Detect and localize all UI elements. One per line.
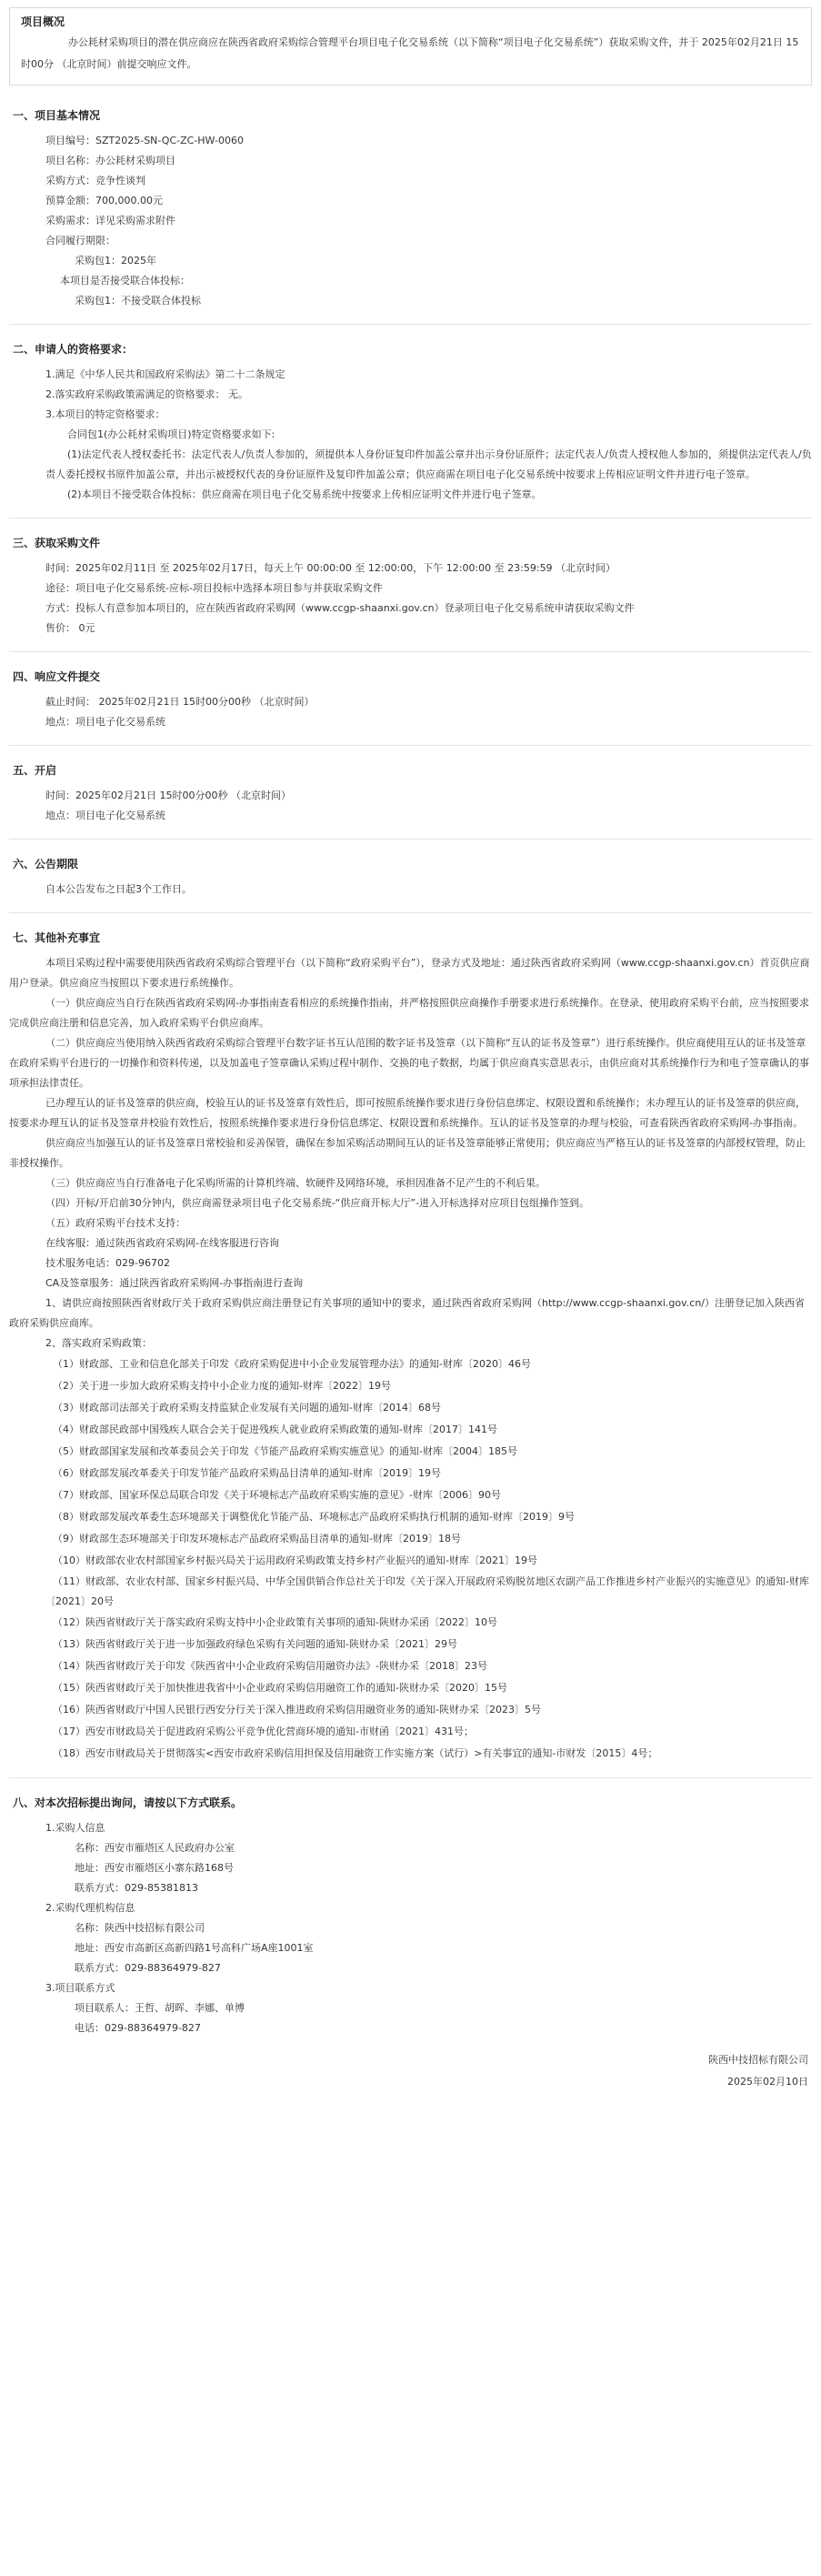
obtain-time: 时间：2025年02月11日 至 2025年02月17日，每天上午 00:00:00 至 12:00:00，下午 12:00:00 至 23:59:59 （北京时间） xyxy=(45,562,616,574)
submit-place: 地点：项目电子化交易系统 xyxy=(45,716,165,728)
signature-company: 陕西中技招标有限公司 xyxy=(708,2054,808,2066)
policy-reg: （2）关于进一步加大政府采购支持中小企业力度的通知-财库〔2022〕19号 xyxy=(53,1380,391,1392)
tech-service-tel: 技术服务电话：029-96702 xyxy=(45,1257,170,1269)
policy-reg: （4）财政部民政部中国残疾人联合会关于促进残疾人就业政府采购政策的通知-财库〔2017〕141号 xyxy=(53,1424,497,1435)
contact-tel: 电话：029-88364979-827 xyxy=(75,2022,201,2034)
platform-item-2-keep: 供应商应当加强互认的证书及签章日常校验和妥善保管，确保在参加采购活动期间互认的证书及签章能够正常使用；供应商应当严格互认的证书及签章的内部授权管理，防止非授权操作。 xyxy=(9,1137,806,1169)
section-period-title: 六、公告期限 xyxy=(13,858,79,870)
section-contact-title: 八、对本次招标提出询问，请按以下方式联系。 xyxy=(13,1796,243,1809)
policy-reg: （12）陕西省财政厅关于落实政府采购支持中小企业政策有关事项的通知-陕财办采函〔2022〕10号 xyxy=(53,1616,497,1628)
policy-reg: （14）陕西省财政厅关于印发《陕西省中小企业政府采购信用融资办法》-陕财办采〔2018〕23号 xyxy=(53,1660,487,1672)
purchaser-tel: 联系方式：029-85381813 xyxy=(75,1882,198,1894)
contract-period-pkg1: 采购包1：2025年 xyxy=(75,255,156,267)
submit-deadline: 截止时间： 2025年02月21日 15时00分00秒 （北京时间） xyxy=(45,696,315,708)
purchaser-name: 名称：西安市雁塔区人民政府办公室 xyxy=(75,1842,235,1854)
policy-reg: （16）陕西省财政厅中国人民银行西安分行关于深入推进政府采购信用融资业务的通知-陕财办采〔2023〕5号 xyxy=(53,1704,541,1716)
qualification-3: 3.本项目的特定资格要求： xyxy=(45,408,165,420)
overview-text: 办公耗材采购项目的潜在供应商应在陕西省政府采购综合管理平台项目电子化交易系统（以下简称“项目电子化交易系统”）获取采购文件，并于 2025年02月21日 15时00分 （北京时间）前提交响应文件。 xyxy=(21,36,799,70)
platform-item-1: （一）供应商应当自行在陕西省政府采购网-办事指南查看相应的系统操作指南，并严格按照供应商操作手册要求进行系统操作。在登录、使用政府采购平台前，应当按照要求完成供应商注册和信息完善，加入政府采购平台供应商库。 xyxy=(9,997,809,1029)
opening-place: 地点：项目电子化交易系统 xyxy=(45,810,165,821)
qualification-package: 合同包1(办公耗材采购项目)特定资格要求如下: xyxy=(67,428,275,440)
policy-reg: （9）财政部生态环境部关于印发环境标志产品政府采购品目清单的通知-财库〔2019〕18号 xyxy=(53,1533,461,1545)
budget-amount: 预算金额：700,000.00元 xyxy=(45,195,163,206)
policy-reg: （18）西安市财政局关于贯彻落实<西安市政府采购信用担保及信用融资工作实施方案（试行）>有关事宜的通知-市财发〔2015〕4号； xyxy=(53,1747,658,1759)
contact-heading: 3.项目联系方式 xyxy=(45,1982,115,1994)
obtain-method: 方式：投标人有意参加本项目的，应在陕西省政府采购网（www.ccgp-shaanxi.gov.cn）登录项目电子化交易系统申请获取采购文件 xyxy=(45,602,635,614)
policy-reg: （6）财政部发展改革委关于印发节能产品政府采购品目清单的通知-财库〔2019〕19号 xyxy=(53,1467,441,1479)
announcement-period: 自本公告发布之日起3个工作日。 xyxy=(45,883,192,895)
project-number: 项目编号：SZT2025-SN-QC-ZC-HW-0060 xyxy=(45,135,244,146)
qualification-2: 2.落实政府采购政策需满足的资格要求： 无。 xyxy=(45,388,248,400)
divider xyxy=(9,745,812,746)
consortium-pkg1: 采购包1：不接受联合体投标 xyxy=(75,295,201,307)
agency-tel: 联系方式：029-88364979-827 xyxy=(75,1962,221,1974)
policy-reg: （15）陕西省财政厅关于加快推进我省中小企业政府采购信用融资工作的通知-陕财办采〔2020〕15号 xyxy=(53,1682,507,1694)
section-opening-title: 五、开启 xyxy=(13,764,57,777)
section-other-title: 七、其他补充事宜 xyxy=(13,931,101,944)
purchaser-address: 地址：西安市雁塔区小寨东路168号 xyxy=(75,1862,234,1874)
divider xyxy=(9,324,812,325)
agency-name: 名称：陕西中技招标有限公司 xyxy=(75,1922,205,1934)
divider xyxy=(9,1777,812,1778)
project-overview-box xyxy=(9,7,812,86)
qualification-item-2: (2)本项目不接受联合体投标：供应商需在项目电子化交易系统中按要求上传相应证明文件并进行电子签章。 xyxy=(67,488,542,500)
contract-period-label: 合同履行期限： xyxy=(45,235,115,247)
policy-reg: （17）西安市财政局关于促进政府采购公平竞争优化营商环境的通知-市财函〔2021〕431号； xyxy=(53,1726,474,1737)
section-obtain-docs-title: 三、获取采购文件 xyxy=(13,537,101,549)
divider xyxy=(9,839,812,840)
policy-reg: （11）财政部、农业农村部、国家乡村振兴局、中华全国供销合作总社关于印发《关于深入开展政府采购脱贫地区农副产品工作推进乡村产业振兴的实施意见》的通知-财库〔2021〕20号 xyxy=(45,1575,809,1607)
qualification-item-1: (1)法定代表人授权委托书：法定代表人/负责人参加的，须提供本人身份证复印件加盖公章并出示身份证原件；法定代表人/负责人授权他人参加的，须提供法定代表人/负责人委托授权书原件加盖公章，并出示被授权代表的身份证原件及复印件加盖公章；供应商需在项目电子化交易系统中按要求上传相应证明文件并进行电子签章。 xyxy=(45,448,812,480)
section-qualification-title: 二、申请人的资格要求： xyxy=(13,343,134,356)
divider xyxy=(9,651,812,652)
online-service: 在线客服：通过陕西省政府采购网-在线客服进行咨询 xyxy=(45,1237,279,1249)
consortium-label: 本项目是否接受联合体投标： xyxy=(60,275,190,287)
platform-item-5: （五）政府采购平台技术支持： xyxy=(45,1217,185,1229)
procurement-method: 采购方式：竞争性谈判 xyxy=(45,175,145,186)
platform-item-2-cont: 已办理互认的证书及签章的供应商，校验互认的证书及签章有效性后，即可按照系统操作要求进行身份信息绑定、权限设置和系统操作；未办理互认的证书及签章的供应商，按要求办理互认的证书及签章并校验有效性后，按照系统操作要求进行身份信息绑定、权限设置和系统操作。互认的证书及签章的办理与校验，可查看陕西省政府采购网-办事指南。 xyxy=(9,1097,806,1129)
platform-intro: 本项目采购过程中需要使用陕西省政府采购综合管理平台（以下简称“政府采购平台”），登录方式及地址：通过陕西省政府采购网（www.ccgp-shaanxi.gov.cn）首页供应商用户登录。供应商应当按照以下要求进行系统操作。 xyxy=(9,957,810,989)
overview-title: 项目概况 xyxy=(21,15,65,28)
contact-people: 项目联系人：王哲、胡晖、李娜、单博 xyxy=(75,2002,245,2014)
ca-service: CA及签章服务：通过陕西省政府采购网-办事指南进行查询 xyxy=(45,1277,304,1289)
qualification-1: 1.满足《中华人民共和国政府采购法》第二十二条规定 xyxy=(45,368,285,380)
platform-item-3: （三）供应商应当自行准备电子化采购所需的计算机终端、软硬件及网络环境，承担因准备不足产生的不利后果。 xyxy=(45,1177,546,1189)
divider xyxy=(9,912,812,913)
policy-reg: （8）财政部发展改革委生态环境部关于调整优化节能产品、环境标志产品政府采购执行机制的通知-财库〔2019〕9号 xyxy=(53,1511,575,1523)
policy-reg: （1）财政部、工业和信息化部关于印发《政府采购促进中小企业发展管理办法》的通知-财库〔2020〕46号 xyxy=(53,1358,531,1370)
policy-reg: （3）财政部司法部关于政府采购支持监狱企业发展有关问题的通知-财库〔2014〕68号 xyxy=(53,1402,441,1414)
procurement-requirement: 采购需求：详见采购需求附件 xyxy=(45,215,175,226)
platform-item-4: （四）开标/开启前30分钟内，供应商需登录项目电子化交易系统-“供应商开标大厅”-进入开标选择对应项目包组操作签到。 xyxy=(45,1197,590,1209)
policy-reg: （13）陕西省财政厅关于进一步加强政府绿色采购有关问题的通知-陕财办采〔2021〕29号 xyxy=(53,1638,457,1650)
obtain-way: 途径：项目电子化交易系统-应标-项目投标中选择本项目参与并获取采购文件 xyxy=(45,582,383,594)
policy-reg: （7）财政部、国家环保总局联合印发《关于环境标志产品政府采购实施的意见》-财库〔2006〕90号 xyxy=(53,1489,501,1501)
purchaser-heading: 1.采购人信息 xyxy=(45,1822,105,1834)
platform-item-2: （二）供应商应当使用纳入陕西省政府采购综合管理平台数字证书互认范围的数字证书及签章（以下简称“互认的证书及签章”）进行系统操作。供应商使用互认的证书及签章在政府采购平台进行的一切操作和资料传递，以及加盖电子签章确认采购过程中制作、交换的电子数据，均属于供应商真实意思表示，由供应商对其系统操作行为和电子签章确认的事项承担法律责任。 xyxy=(9,1037,809,1089)
section-basic-info-title: 一、项目基本情况 xyxy=(13,109,101,122)
policy-reg: （5）财政部国家发展和改革委员会关于印发《节能产品政府采购实施意见》的通知-财库〔2004〕185号 xyxy=(53,1445,517,1457)
section-submit-title: 四、响应文件提交 xyxy=(13,670,101,683)
policy-label: 2、落实政府采购政策： xyxy=(45,1337,152,1349)
project-name: 项目名称：办公耗材采购项目 xyxy=(45,155,175,166)
agency-heading: 2.采购代理机构信息 xyxy=(45,1902,135,1914)
obtain-price: 售价： 0元 xyxy=(45,622,95,634)
agency-address: 地址：西安市高新区高新四路1号高科广场A座1001室 xyxy=(75,1942,314,1954)
register-notice: 1、请供应商按照陕西省财政厅关于政府采购供应商注册登记有关事项的通知中的要求，通过陕西省政府采购网（http://www.ccgp-shaanxi.gov.cn/）注册登记加入陕西省政府采购供应商库。 xyxy=(9,1297,806,1329)
signature-date: 2025年02月10日 xyxy=(727,2076,808,2088)
policy-reg: （10）财政部农业农村部国家乡村振兴局关于运用政府采购政策支持乡村产业振兴的通知-财库〔2021〕19号 xyxy=(53,1555,537,1566)
opening-time: 时间：2025年02月21日 15时00分00秒 （北京时间） xyxy=(45,790,291,801)
